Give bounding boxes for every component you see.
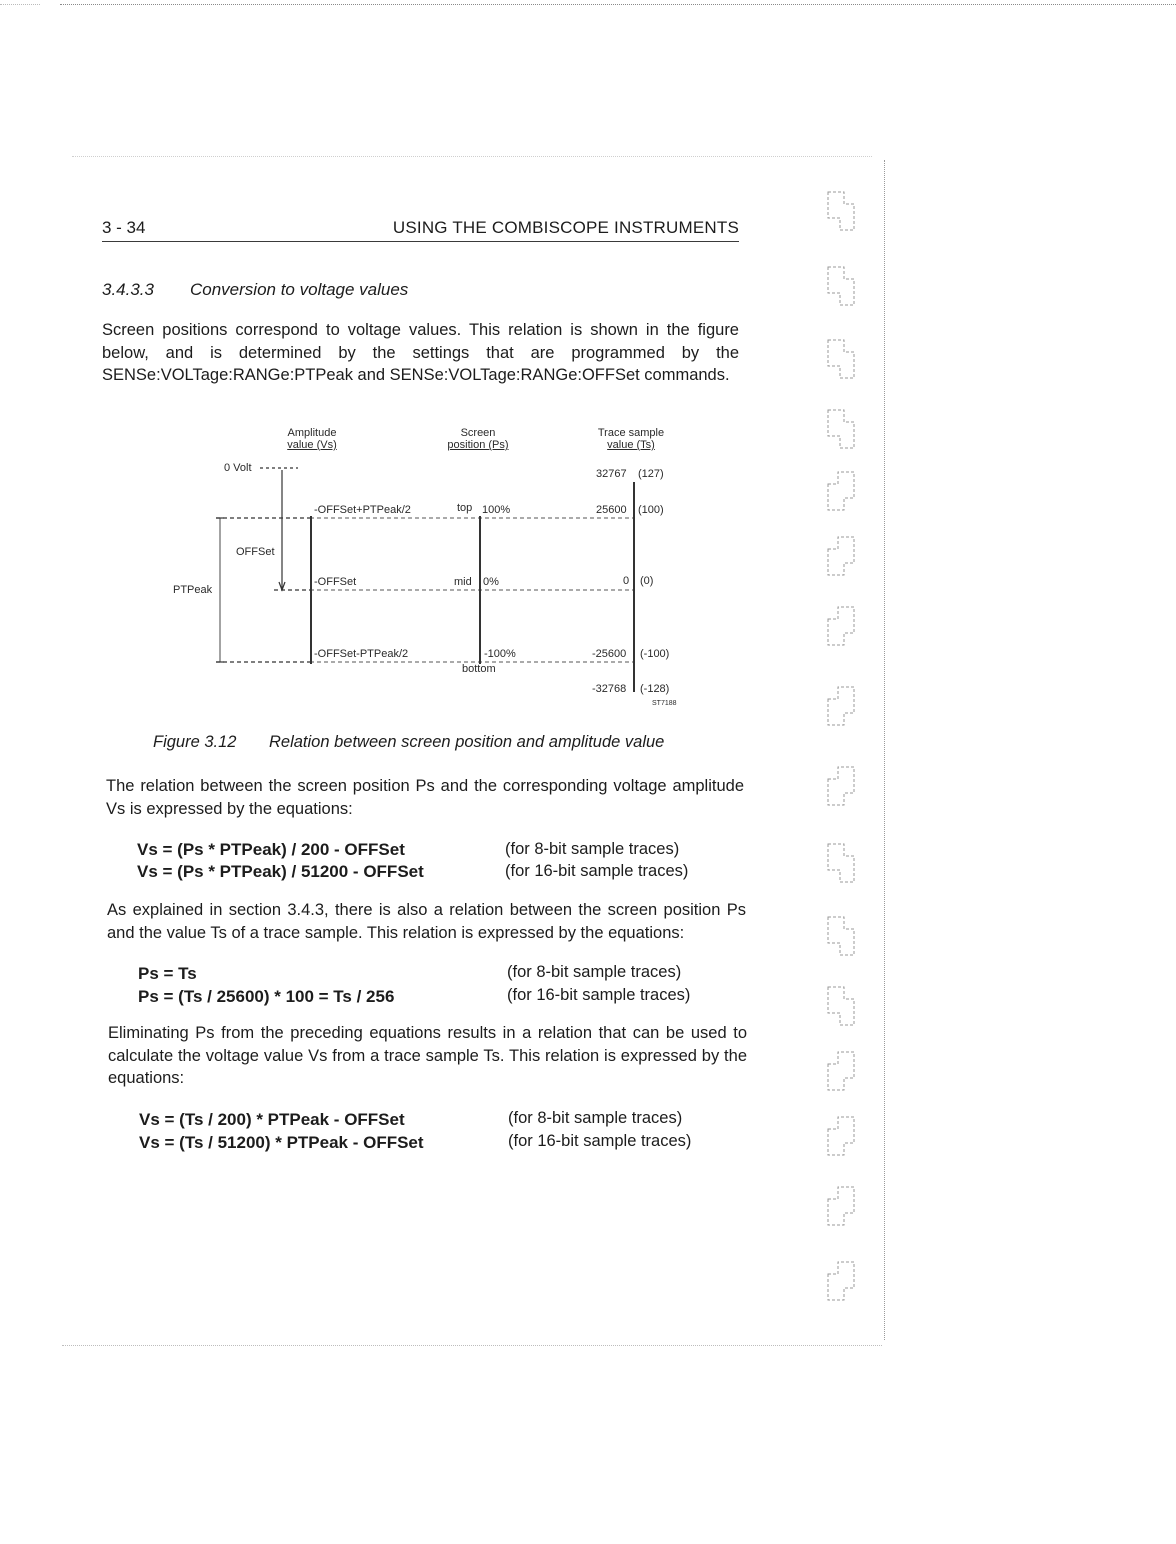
index-tab — [826, 842, 856, 886]
equation: Ps = Ts — [138, 964, 197, 983]
figure-caption — [153, 733, 664, 752]
section-heading — [102, 280, 408, 300]
equation-note: (for 16-bit sample traces) — [507, 986, 691, 1004]
paragraph: Eliminating Ps from the preceding equations results in a relation that can be used to calculate the voltage value Vs from a trace sample Ts. This relation is expressed by the equations: — [108, 1024, 747, 1087]
chapter-title: USING THE COMBISCOPE INSTRUMENTS — [392, 218, 739, 237]
equation: Vs = (Ts / 51200) * PTPeak - OFFSet — [139, 1133, 424, 1152]
zero-volt-label: 0 Volt — [224, 462, 252, 474]
screen-heading: Screen position (Ps) — [447, 427, 509, 451]
index-tab — [826, 915, 856, 959]
offset-minus-label: -OFFSet-PTPeak/2 — [314, 648, 409, 660]
section-number: 3.4.3.3 — [102, 280, 154, 299]
page-edge — [884, 160, 885, 1340]
index-tab — [826, 408, 856, 452]
trace-heading: Trace sample value (Ts) — [597, 427, 665, 451]
paragraph: As explained in section 3.4.3, there is also a relation between the screen position Ps and the value Ts of a trace sample. This relation is expressed by the equations: — [107, 901, 746, 942]
equation-note: (for 8-bit sample traces) — [508, 1109, 683, 1127]
equation-note: (for 8-bit sample traces) — [507, 963, 682, 981]
figure-diagram — [160, 420, 720, 720]
index-tab — [826, 985, 856, 1029]
ts-bottom: -25600 — [592, 648, 627, 660]
index-tab — [826, 1185, 856, 1229]
index-tab — [826, 470, 856, 514]
ptpeak-label: PTPeak — [173, 584, 213, 596]
page-number: 3 - 34 — [102, 218, 146, 237]
equation: Vs = (Ps * PTPeak) / 200 - OFFSet — [137, 840, 405, 859]
amplitude-heading: Amplitude value (Vs) — [287, 427, 337, 451]
bottom-label: bottom — [462, 663, 496, 675]
ts-mid-8bit: (0) — [640, 575, 654, 587]
index-tab — [826, 605, 856, 649]
ts-mid: 0 — [623, 575, 630, 587]
paragraph: The relation between the screen position Ps and the corresponding voltage amplitude Vs is expressed by the equations: — [106, 777, 744, 818]
section-title: Conversion to voltage values — [190, 280, 409, 299]
ts-min: -32768 — [592, 683, 627, 695]
index-tab — [826, 535, 856, 579]
page-header — [102, 217, 739, 242]
ts-bottom-8bit: (-100) — [640, 648, 670, 660]
equation: Vs = (Ts / 200) * PTPeak - OFFSet — [139, 1110, 405, 1129]
scan-artifact — [72, 156, 872, 157]
bottom-percent: -100% — [484, 648, 516, 660]
index-tab — [826, 265, 856, 309]
scan-artifact — [62, 1345, 882, 1346]
ts-top: 25600 — [596, 504, 627, 516]
intro-paragraph: Screen positions correspond to voltage values. This relation is shown in the figure below, and is determined by the settings that are programmed by the SENSe:VOLTage:RANGe:PTPeak and SENSe:VOLTage:RANGe:OFFSet commands. — [102, 321, 739, 384]
mid-percent: 0% — [483, 576, 499, 588]
top-label: top — [457, 502, 473, 514]
equation: Vs = (Ps * PTPeak) / 51200 - OFFSet — [137, 862, 424, 881]
ts-top-8bit: (100) — [638, 504, 664, 516]
ts-max-8bit: (127) — [638, 468, 664, 480]
index-tab — [826, 190, 856, 234]
offset-label: OFFSet — [236, 546, 275, 558]
figure-code: ST7188 — [652, 700, 677, 707]
equation: Ps = (Ts / 25600) * 100 = Ts / 256 — [138, 987, 395, 1006]
index-tab — [826, 1260, 856, 1304]
ts-min-8bit: (-128) — [640, 683, 670, 695]
figure-caption-text: Relation between screen position and amplitude value — [269, 733, 665, 751]
equation-note: (for 8-bit sample traces) — [505, 840, 680, 858]
offset-plus-label: -OFFSet+PTPeak/2 — [314, 504, 411, 516]
index-tab — [826, 1115, 856, 1159]
index-tab — [826, 685, 856, 729]
equation-note: (for 16-bit sample traces) — [508, 1132, 692, 1150]
ts-max: 32767 — [596, 468, 627, 480]
scan-edge-line — [60, 4, 1176, 5]
offset-mid-label: -OFFSet — [314, 576, 357, 588]
index-tab — [826, 338, 856, 382]
mid-label: mid — [454, 576, 472, 588]
index-tab — [826, 765, 856, 809]
figure-number: Figure 3.12 — [153, 733, 237, 751]
top-percent: 100% — [482, 504, 511, 516]
equation-note: (for 16-bit sample traces) — [505, 862, 689, 880]
index-tab — [826, 1050, 856, 1094]
scan-edge-line — [0, 4, 40, 5]
